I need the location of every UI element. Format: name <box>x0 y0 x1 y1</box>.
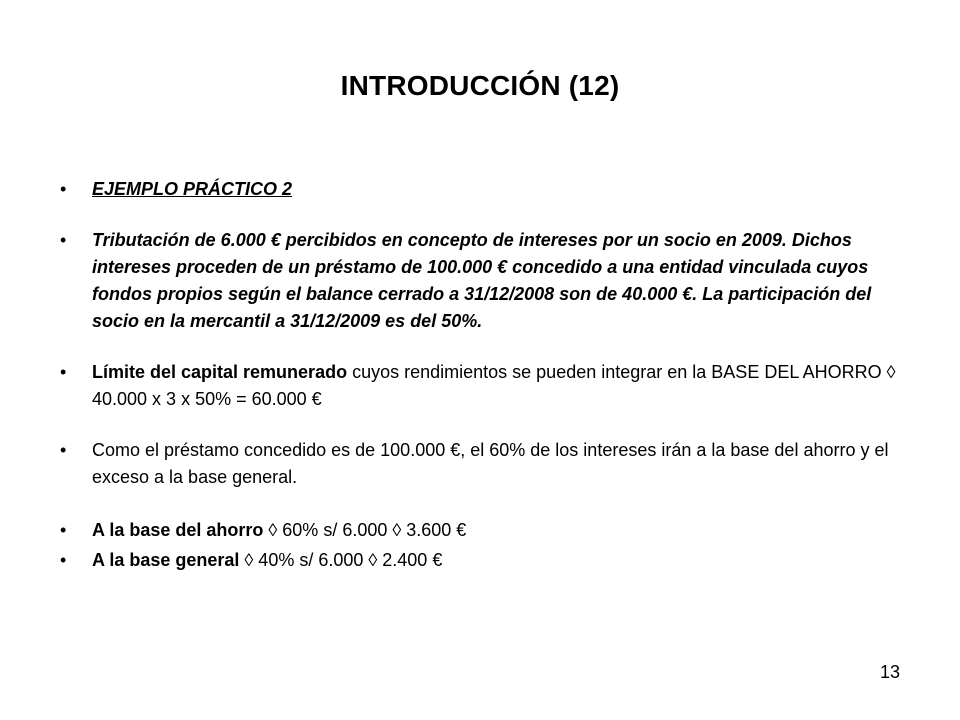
bullet-item-general-base <box>60 547 910 574</box>
savings-base-label: A la base del ahorro <box>92 520 264 540</box>
bullet-dot: • <box>60 520 67 540</box>
slide-title: INTRODUCCIÓN (12) <box>340 70 620 101</box>
loan-explanation: Como el préstamo concedido es de 100.000 €, el 60% de los intereses irán a la base del ahorro y el exceso a la base general. <box>92 440 889 487</box>
bullet-dot: • <box>60 230 67 250</box>
bullet-dot: • <box>60 362 67 382</box>
bullet-item-loan-explanation <box>60 437 910 491</box>
general-base-text: ◊ 40% s/ 6.000 ◊ 2.400 € <box>239 550 443 570</box>
capital-limit-text: cuyos rendimientos se pueden integrar en la BASE DEL AHORRO ◊ 40.000 x 3 x 50% = 60.000 € <box>92 362 896 409</box>
capital-limit-label: Límite del capital remunerado <box>92 362 348 382</box>
bullet-dot: • <box>60 440 67 460</box>
general-base-label: A la base general <box>92 550 240 570</box>
bullet-item-case-description <box>60 227 910 335</box>
case-description: Tributación de 6.000 € percibidos en concepto de intereses por un socio en 2009. Dichos intereses proceden de un préstamo de 100.000 € concedido a una entidad vinculada cuyos fondos propios según el balance cerrado a 31/12/2008 son de 40.000 €. La participación del socio en la mercantil a 31/12/2009 es del 50%. <box>92 230 872 331</box>
bullet-item-capital-limit <box>60 359 910 413</box>
bullet-item-savings-base <box>60 517 910 544</box>
slide-content <box>60 176 910 574</box>
page-number: 13 <box>879 662 900 682</box>
savings-base-text: ◊ 60% s/ 6.000 ◊ 3.600 € <box>263 520 467 540</box>
bullet-item-example-heading <box>60 176 910 203</box>
bullet-dot: • <box>60 550 67 570</box>
example-heading: EJEMPLO PRÁCTICO 2 <box>92 179 293 199</box>
bullet-dot: • <box>60 179 67 199</box>
